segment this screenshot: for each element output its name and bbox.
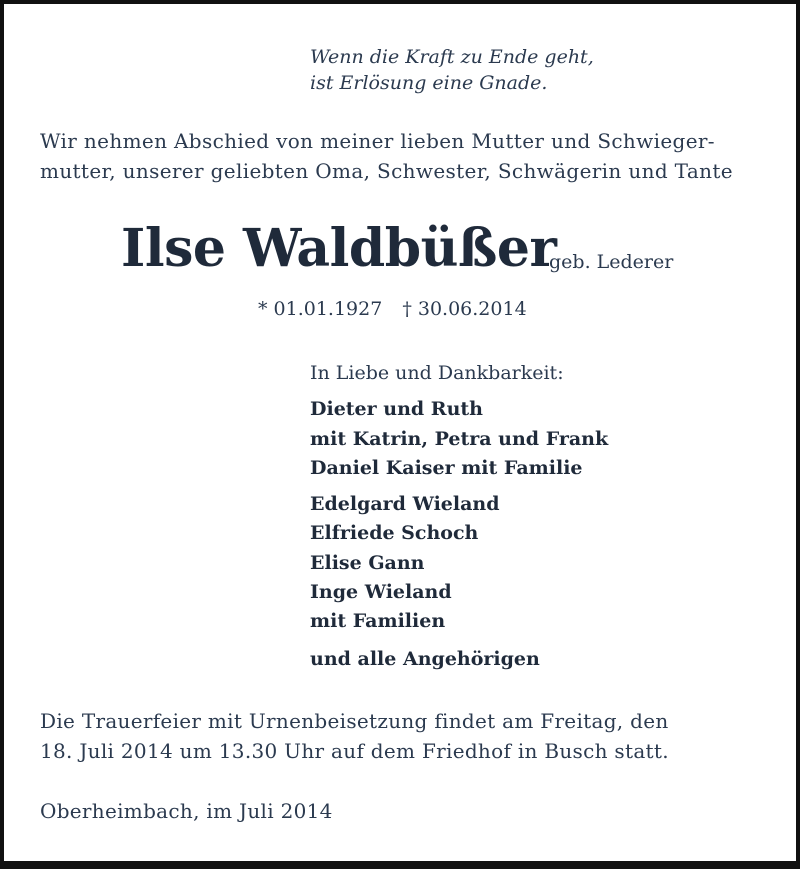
mourner-line: Elise Gann: [310, 552, 425, 574]
mourners-closing: und alle Angehörigen: [310, 648, 540, 670]
mourner-line: Edelgard Wieland: [310, 493, 500, 515]
mourner-line: Elfriede Schoch: [310, 522, 479, 544]
motto-line-1: Wenn die Kraft zu Ende geht,: [310, 46, 594, 68]
mourner-line: Dieter und Ruth: [310, 398, 483, 420]
death-date: † 30.06.2014: [402, 298, 527, 320]
mourner-line: mit Katrin, Petra und Frank: [310, 428, 609, 450]
motto-line-2: ist Erlösung eine Gnade.: [310, 72, 548, 94]
place-and-date: Oberheimbach, im Juli 2014: [40, 799, 333, 823]
birth-date: * 01.01.1927: [258, 298, 383, 320]
mourner-line: Daniel Kaiser mit Familie: [310, 457, 583, 479]
mourner-line: mit Familien: [310, 610, 446, 632]
maiden-name: geb. Lederer: [549, 251, 674, 273]
life-dates: [258, 298, 527, 320]
obituary-notice: [4, 4, 796, 861]
service-line-1: Die Trauerfeier mit Urnenbeisetzung findet am Freitag, den: [40, 709, 669, 733]
service-line-2: 18. Juli 2014 um 13.30 Uhr auf dem Friedhof in Busch statt.: [40, 739, 669, 763]
deceased-name: Ilse Waldbüßer: [121, 218, 557, 279]
intro-line-2: mutter, unserer geliebten Oma, Schwester, Schwägerin und Tante: [40, 159, 733, 183]
intro-line-1: Wir nehmen Abschied von meiner lieben Mutter und Schwieger-: [40, 129, 715, 153]
mourner-line: Inge Wieland: [310, 581, 452, 603]
mourners-heading: In Liebe und Dankbarkeit:: [310, 362, 564, 384]
